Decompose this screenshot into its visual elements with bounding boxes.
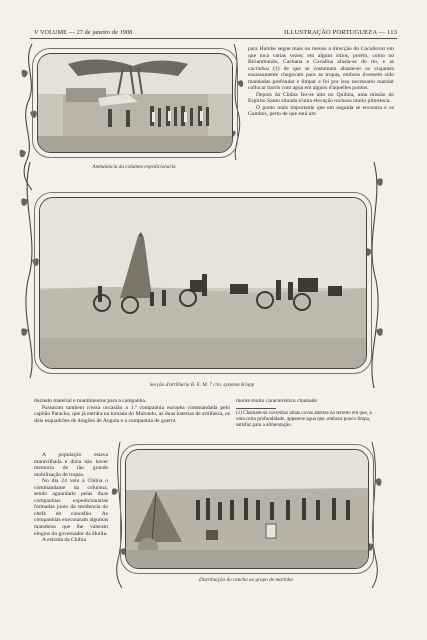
text-mid-right-p1: monte muito caracteristico chamado bbox=[236, 398, 318, 404]
text-column-right-top bbox=[248, 46, 394, 118]
header-title: ILLUSTRAÇÃO PORTUGUEZA — 113 bbox=[284, 29, 397, 36]
photo-ambulance bbox=[37, 53, 233, 153]
text-bottom-p2: No dia 24 veiu á Chibia o commandante da columna, sendo aguardado pelas duas companhias expedicionarias formadas junto da residencia do chefe do concelho. As companhias executaram algumas manobras que lhe valeram elogios do governador da Huilla. bbox=[34, 478, 108, 537]
photo-artillery bbox=[39, 197, 367, 369]
text-column-mid-left bbox=[34, 398, 230, 424]
footnote bbox=[236, 411, 376, 429]
caption-photo-1: Ambulancia da columna expedicionaria bbox=[92, 164, 176, 170]
text-p1-italic: cacimbas bbox=[248, 65, 270, 72]
text-bottom-p1: A população estava maravilhada e dizia não haver memoria de tão grande mobilisação de tropas. bbox=[34, 452, 108, 478]
text-mid-p1: duzindo material e mantimentos para a campanha. bbox=[34, 398, 147, 404]
text-column-bottom-left bbox=[34, 452, 108, 544]
text-p1: para Humbe segue mais ou menos a direcção do Cacullovar em que toca varias vezes; em alguns sitios, porém, como no Biriambundo, Cachana e Cavallua afasta-se do rio, e as bbox=[248, 46, 394, 66]
footnote-text: (1) Chamam-se bbox=[236, 410, 268, 416]
footnote-tail: umas covas abertas no terreno em que, a uma certa profundidade, apparece agua que, embora pouco limpa, satisfaz para a alimentação. bbox=[236, 410, 372, 428]
footnote-italic: cacimbas bbox=[268, 410, 289, 416]
text-p3: O ponto mais importante que em seguida se encontra é os Gambos, perto de que está um bbox=[248, 104, 394, 118]
caption-photo-2: Secção d'artilharia B. E. M. 7 c/m. systema Krupp bbox=[149, 382, 255, 388]
text-mid-p2: Passaram tambem n'essa occasião a 1.ª companhia europêa commandada pelo capitão Patacho, que já entrára na tomada do Mulondo, as duas baterias de artilheria, os dois esquadrões de dragões de Angola e a companhia de guerra. bbox=[34, 404, 230, 424]
text-p1-tail: (1) de que se costumam abastecer os viajantes escassamente chegavam para as tropas, embora tivessem sido mandadas profundar e limpar e foi por isso necessario mandar collocar barris com agua em alguns d'aquelles pontos. bbox=[248, 65, 394, 92]
text-bottom-p3: A estrada da Chibia bbox=[42, 537, 86, 544]
text-column-mid-right bbox=[236, 398, 376, 405]
header-date: V VOLUME — 27 de janeiro de 1908 bbox=[34, 29, 133, 36]
photo-rancho bbox=[125, 449, 369, 569]
text-p2: Depois da Chibia fez-se alto no Quihita, uma missão do Espirito Santo situada n'uma elevação rochosa muito pittoresca. bbox=[248, 91, 394, 105]
header-rule bbox=[30, 38, 397, 39]
footnote-rule bbox=[236, 408, 276, 409]
caption-photo-3: Distribuição do rancho ao grupo de marinha bbox=[199, 577, 293, 583]
